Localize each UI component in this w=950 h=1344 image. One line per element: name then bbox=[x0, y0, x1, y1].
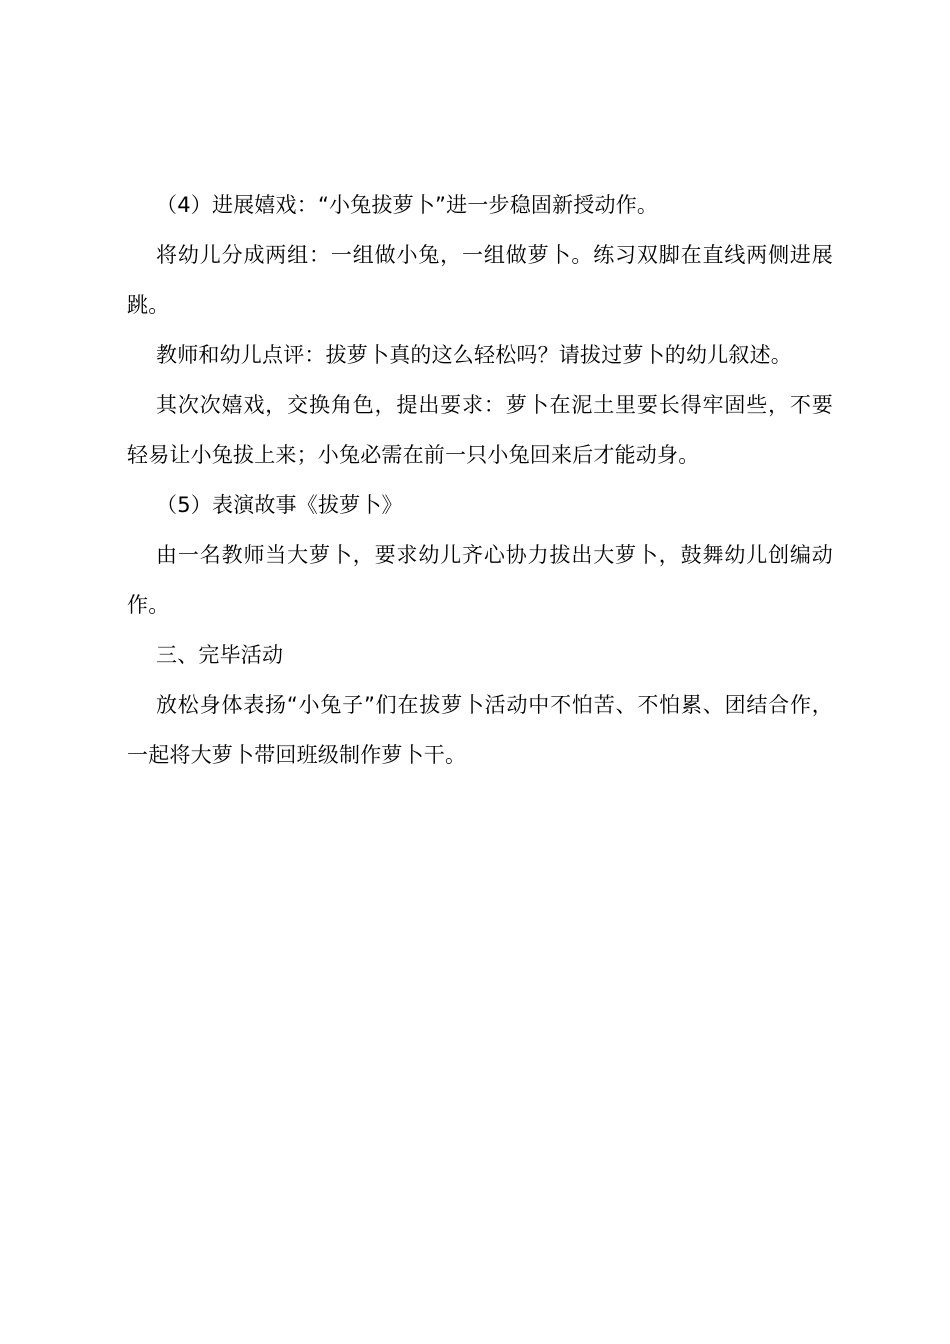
paragraph-second-game: 其次次嬉戏，交换角色，提出要求：萝卜在泥土里要长得牢固些，不要轻易让小兔拔上来；小兔必需在前一只小兔回来后才能动身。 bbox=[127, 393, 833, 467]
paragraph-grouping: 将幼儿分成两组：一组做小兔，一组做萝卜。练习双脚在直线两侧进展跳。 bbox=[127, 243, 833, 317]
paragraph-teacher-role: 由一名教师当大萝卜，要求幼儿齐心协力拔出大萝卜，鼓舞幼儿创编动作。 bbox=[127, 543, 833, 617]
paragraph-activity-4: （4）进展嬉戏：“小兔拔萝卜”进一步稳固新授动作。 bbox=[156, 193, 659, 217]
document-body bbox=[127, 180, 833, 780]
section-heading-end-activity: 三、完毕活动 bbox=[156, 643, 284, 667]
paragraph-review: 教师和幼儿点评：拔萝卜真的这么轻松吗？请拔过萝卜的幼儿叙述。 bbox=[156, 343, 792, 367]
paragraph-activity-5: （5）表演故事《拔萝卜》 bbox=[156, 493, 403, 517]
paragraph-relax: 放松身体表扬“小兔子”们在拔萝卜活动中不怕苦、不怕累、团结合作，一起将大萝卜带回班级制作萝卜干。 bbox=[127, 693, 833, 767]
